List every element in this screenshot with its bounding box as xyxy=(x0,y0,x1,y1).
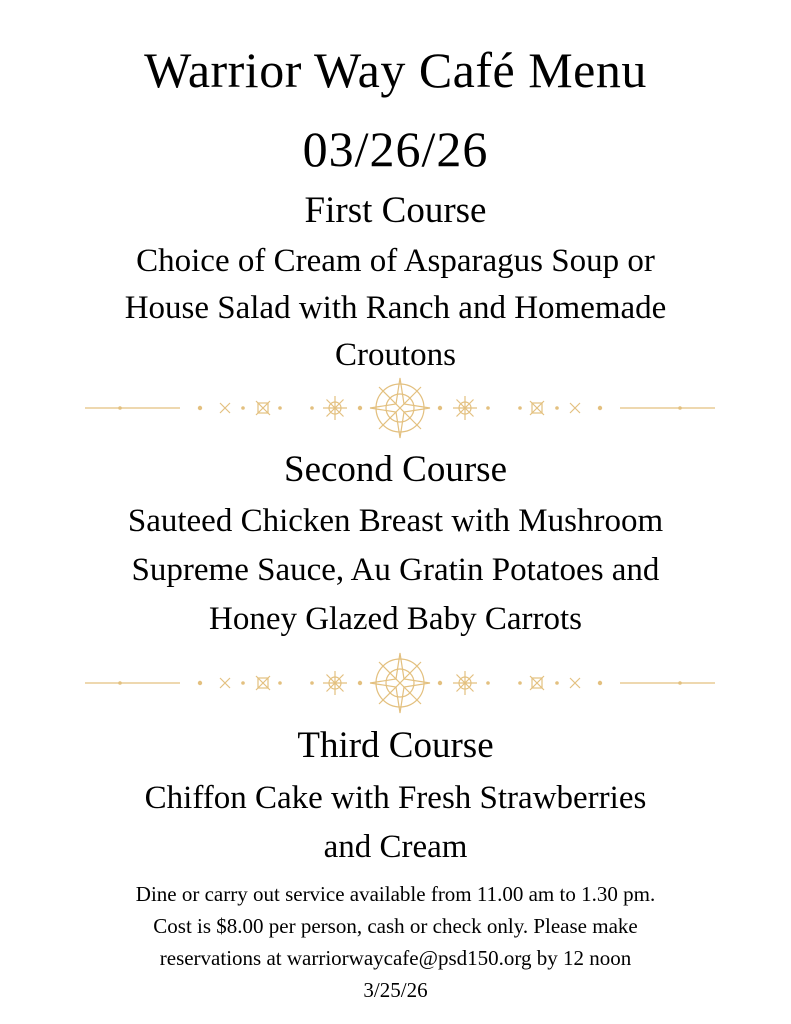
menu-date: 03/26/26 xyxy=(302,121,489,177)
celestial-divider-icon xyxy=(80,373,720,443)
first-course-description-line: Choice of Cream of Asparagus Soup or xyxy=(136,243,655,279)
third-course-description-line: Chiffon Cake with Fresh Strawberries xyxy=(144,780,647,816)
celestial-divider-icon xyxy=(80,648,720,718)
first-course-title: First Course xyxy=(304,190,487,231)
footer-line: Dine or carry out service available from 11.00 am to 1.30 pm. xyxy=(135,882,656,906)
first-course-description-line: Croutons xyxy=(334,337,456,373)
footer-line: reservations at warriorwaycafe@psd150.org by 12 noon xyxy=(159,946,632,970)
second-course-description-line: Sauteed Chicken Breast with Mushroom xyxy=(127,503,664,539)
first-course-description-line: House Salad with Ranch and Homemade xyxy=(124,290,667,326)
second-course-description-line: Honey Glazed Baby Carrots xyxy=(209,601,582,637)
footer-line: 3/25/26 xyxy=(363,978,428,1002)
second-course-title: Second Course xyxy=(284,449,507,490)
second-course-description-line: Supreme Sauce, Au Gratin Potatoes and xyxy=(131,552,660,588)
footer-line: Cost is $8.00 per person, cash or check only. Please make xyxy=(153,914,638,938)
menu-title: Warrior Way Café Menu xyxy=(144,42,647,98)
third-course-description-line: and Cream xyxy=(323,829,468,865)
third-course-title: Third Course xyxy=(297,725,494,766)
